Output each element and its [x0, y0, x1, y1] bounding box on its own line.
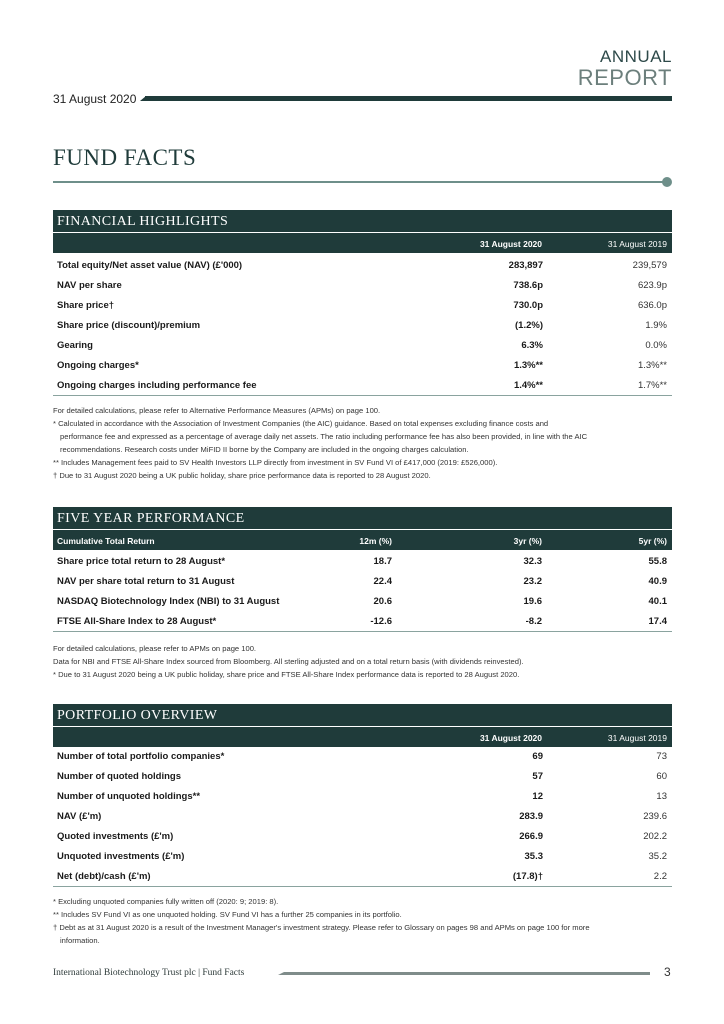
table-row	[53, 295, 672, 315]
row-label: Unquoted investments (£'m)	[57, 850, 185, 862]
table-row	[53, 806, 672, 826]
value-2020: 1.3%**	[513, 359, 543, 371]
value-2020: 57	[532, 770, 543, 782]
financial-highlights-notes	[53, 404, 672, 482]
table-row	[53, 375, 672, 396]
financial-highlights-heading: FINANCIAL HIGHLIGHTS	[53, 210, 672, 232]
value-5yr: 40.1	[648, 595, 667, 607]
header-rule	[145, 96, 672, 101]
table-row	[53, 275, 672, 295]
value-2019: 0.0%	[645, 339, 667, 351]
row-label: Number of unquoted holdings**	[57, 790, 201, 802]
note: recommendations. Research costs under MiFID II borne by the Company are included in the ongoing charges calculation.	[60, 445, 469, 454]
value-3yr: 23.2	[523, 575, 542, 587]
value-2019: 13	[656, 790, 667, 802]
table-row	[53, 846, 672, 866]
value-2020: 283.9	[519, 810, 543, 822]
value-2019: 202.2	[643, 830, 667, 842]
value-2020: 6.3%	[521, 339, 543, 351]
table-row	[53, 315, 672, 335]
portfolio-column-header	[53, 727, 672, 747]
table-row	[53, 591, 672, 611]
value-2020: 730.0p	[513, 299, 543, 311]
value-12m: 18.7	[373, 555, 392, 567]
row-label: FTSE All-Share Index to 28 August*	[53, 611, 353, 632]
title-rule-dot	[662, 177, 672, 187]
table-row	[53, 335, 672, 355]
col-3yr: 3yr (%)	[513, 536, 542, 546]
footer-rule	[284, 972, 650, 975]
row-label: Number of quoted holdings	[57, 770, 182, 782]
value-2019: 239,579	[632, 259, 667, 271]
value-2020: (17.8)†	[473, 866, 543, 887]
table-row	[53, 355, 672, 375]
value-5yr: 17.4	[542, 611, 672, 632]
table-row	[53, 571, 672, 591]
note: performance fee and expressed as a percentage of average daily net assets. The ratio including performance fee has also been provided, in line with the AIC	[60, 432, 588, 441]
row-label: NASDAQ Biotechnology Index (NBI) to 31 August	[57, 595, 280, 607]
value-2020: 12	[532, 790, 543, 802]
col-2019: 31 August 2019	[607, 239, 667, 249]
note: ** Includes Management fees paid to SV Health Investors LLP directly from investment in SV Fund VI of £417,000 (2019: £526,000).	[53, 458, 498, 467]
value-5yr: 40.9	[648, 575, 667, 587]
value-2019: 623.9p	[637, 279, 667, 291]
value-2019: 636.0p	[637, 299, 667, 311]
table-row	[53, 766, 672, 786]
header-report: REPORT	[577, 65, 672, 90]
row-label: Net (debt)/cash (£'m)	[53, 866, 473, 887]
page-number: 3	[664, 965, 671, 979]
col-label: Cumulative Total Return	[57, 536, 155, 546]
five-year-table	[53, 551, 672, 632]
col-12m: 12m (%)	[359, 536, 392, 546]
value-3yr: 32.3	[523, 555, 542, 567]
five-year-heading: FIVE YEAR PERFORMANCE	[53, 507, 672, 529]
col-2020: 31 August 2020	[479, 733, 542, 743]
financial-highlights-column-header	[53, 233, 672, 253]
portfolio-heading: PORTFOLIO OVERVIEW	[53, 704, 672, 726]
title-rule	[53, 181, 666, 183]
table-row	[53, 826, 672, 846]
table-row	[53, 866, 672, 887]
note: * Due to 31 August 2020 being a UK public holiday, share price and FTSE All-Share Index performance data is reported to 28 August 2020.	[53, 670, 520, 679]
value-2019: 239.6	[643, 810, 667, 822]
value-2019: 1.7%**	[543, 375, 672, 396]
five-year-notes	[53, 642, 672, 681]
note: * Calculated in accordance with the Association of Investment Companies (the AIC) guidance. Based on total expenses excluding finance costs and	[53, 419, 549, 428]
row-label: Share price total return to 28 August*	[57, 555, 226, 567]
value-12m: 20.6	[373, 595, 392, 607]
five-year-column-header	[53, 530, 672, 550]
note: information.	[60, 936, 100, 945]
value-3yr: -8.2	[392, 611, 542, 632]
note: * Excluding unquoted companies fully written off (2020: 9; 2019: 8).	[53, 897, 279, 906]
value-2019: 73	[656, 750, 667, 762]
value-2019: 2.2	[543, 866, 672, 887]
row-label: Quoted investments (£'m)	[57, 830, 174, 842]
table-row	[53, 611, 672, 632]
col-2020: 31 August 2020	[479, 239, 542, 249]
table-row	[53, 746, 672, 766]
value-2020: 69	[532, 750, 543, 762]
value-2020: 283,897	[508, 259, 543, 271]
report-date: 31 August 2020	[53, 92, 137, 106]
value-2019: 1.3%**	[637, 359, 667, 371]
row-label: Share price (discount)/premium	[57, 319, 201, 331]
financial-highlights-table	[53, 255, 672, 396]
value-2020: 266.9	[519, 830, 543, 842]
value-2019: 60	[656, 770, 667, 782]
note: ** Includes SV Fund VI as one unquoted holding. SV Fund VI has a further 25 companies in its portfolio.	[53, 910, 402, 919]
value-2020: 35.3	[524, 850, 543, 862]
value-2019: 35.2	[648, 850, 667, 862]
value-3yr: 19.6	[523, 595, 542, 607]
row-label: NAV per share total return to 31 August	[57, 575, 235, 587]
note: Data for NBI and FTSE All-Share Index sourced from Bloomberg. All sterling adjusted and on a total return basis (with dividends reinvested).	[53, 657, 524, 666]
table-row	[53, 255, 672, 275]
note: † Due to 31 August 2020 being a UK public holiday, share price performance data is reported to 28 August 2020.	[53, 471, 431, 480]
row-label: Total equity/Net asset value (NAV) (£'000)	[57, 259, 243, 271]
portfolio-notes	[53, 895, 672, 947]
table-row	[53, 786, 672, 806]
value-2019: 1.9%	[645, 319, 667, 331]
col-5yr: 5yr (%)	[638, 536, 667, 546]
footer-text: International Biotechnology Trust plc | Fund Facts	[53, 968, 245, 978]
row-label: Number of total portfolio companies*	[57, 750, 225, 762]
row-label: NAV (£'m)	[57, 810, 102, 822]
table-row	[53, 551, 672, 571]
row-label: Gearing	[57, 339, 93, 351]
value-2020: 1.4%**	[473, 375, 543, 396]
row-label: Ongoing charges including performance fee	[53, 375, 473, 396]
portfolio-table	[53, 746, 672, 887]
value-5yr: 55.8	[648, 555, 667, 567]
note: For detailed calculations, please refer to APMs on page 100.	[53, 644, 257, 653]
row-label: Ongoing charges*	[57, 359, 139, 371]
col-2019: 31 August 2019	[607, 733, 667, 743]
header-annual: ANNUAL	[600, 47, 672, 66]
value-12m: 22.4	[373, 575, 392, 587]
value-2020: 738.6p	[513, 279, 543, 291]
note: † Debt as at 31 August 2020 is a result of the Investment Manager's investment strategy. Please refer to Glossary on pages 98 and APMs on page 100 for more	[53, 923, 590, 932]
row-label: Share price†	[57, 299, 115, 311]
row-label: NAV per share	[57, 279, 122, 291]
note: For detailed calculations, please refer to Alternative Performance Measures (APMs) on page 100.	[53, 406, 381, 415]
value-12m: -12.6	[353, 611, 392, 632]
value-2020: (1.2%)	[515, 319, 543, 331]
page-title: FUND FACTS	[53, 145, 197, 170]
